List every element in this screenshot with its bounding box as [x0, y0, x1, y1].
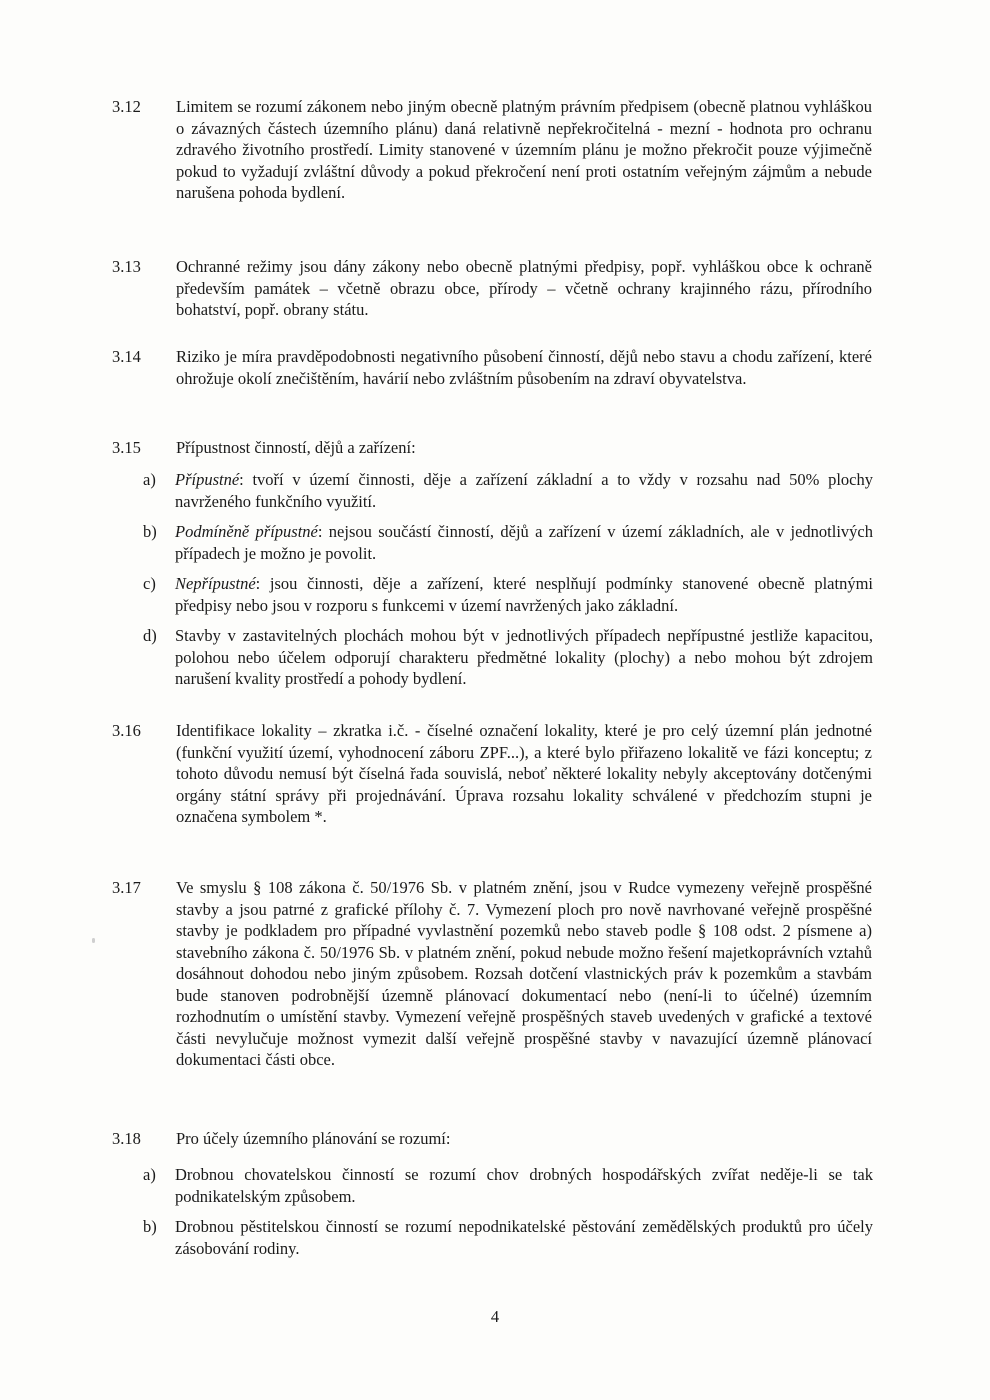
- section-text: Přípustnost činností, dějů a zařízení:: [176, 438, 416, 457]
- section-number: 3.16: [112, 721, 141, 740]
- section-number: 3.18: [112, 1129, 141, 1148]
- item-term: Podmíněně přípustné: [175, 522, 318, 541]
- item-text: Drobnou chovatelskou činností se rozumí chov drobných hospodářských zvířat neděje-li se tak podnikatelským způsobem.: [175, 1165, 873, 1206]
- list-item: [143, 1216, 873, 1259]
- list-item: [143, 521, 873, 564]
- section-3-13: [112, 256, 872, 321]
- scan-speck: [92, 938, 95, 943]
- section-3-17: [112, 877, 872, 1071]
- section-text: Identifikace lokality – zkratka i.č. - číselné označení lokality, které je pro celý územní plán jednotné (funkční využití území, vyhodnocení záboru ZPF...), a které bylo přiřazeno lokalitě ve fázi konceptu; z tohoto důvodu nemusí být číselná řada souvislá, neboť některé lokality nebyly akceptovány dotčenými orgány státní správy při projednávání. Úprava rozsahu lokality schválené v předchozím stupni je označena symbolem *.: [176, 721, 872, 826]
- list-item: [143, 625, 873, 690]
- item-term: Přípustné: [175, 470, 240, 489]
- section-3-12: [112, 96, 872, 204]
- item-letter: d): [143, 626, 157, 645]
- section-number: 3.14: [112, 347, 141, 366]
- list-item: [143, 469, 873, 512]
- section-3-15-items: [143, 469, 873, 699]
- item-letter: b): [143, 522, 157, 541]
- section-text: Ve smyslu § 108 zákona č. 50/1976 Sb. v platném znění, jsou v Rudce vymezeny veřejně prospěšné stavby a jsou patrné z grafické přílohy č. 7. Vymezení ploch pro nově navrhované veřejně prospěšné stavby je podkladem pro případné vyvlastnění pozemků nebo staveb podle § 108 odst. 2 písmene a) stavebního zákona č. 50/1976 Sb. v platném znění, pokud nebude možno řešení majetkoprávních vztahů dosáhnout dohodou nebo jiným způsobem. Rozsah dotčení vlastnických práv k pozemkům a stavbám bude stanoven podrobnější územně plánovací dokumentací nebo (není-li to účelné) územním rozhodnutím o umístění stavby. Vymezení veřejně prospěšných staveb uvedených v grafické a textové části nevylučuje možnost vymezit další veřejně prospěšné stavby v navazující územně plánovací dokumentaci části obce.: [176, 878, 872, 1069]
- item-letter: b): [143, 1217, 157, 1236]
- item-letter: a): [143, 470, 156, 489]
- section-3-18: [112, 1128, 872, 1150]
- section-text: Riziko je míra pravděpodobnosti negativního působení činností, dějů nebo stavu a chodu zařízení, které ohrožuje okolí znečištěním, havárií nebo zvláštním působením na zdraví obyvatelstva.: [176, 347, 872, 388]
- list-item: [143, 1164, 873, 1207]
- item-text: Stavby v zastavitelných plochách mohou být v jednotlivých případech nepřípustné jestliže kapacitou, polohou nebo účelem odporují charakteru předmětné lokality (plochy) a nebo mohou být zdrojem narušení kvality prostředí a pohody bydlení.: [175, 626, 873, 688]
- section-number: 3.12: [112, 97, 141, 116]
- section-number: 3.13: [112, 257, 141, 276]
- page-number: 4: [490, 1307, 500, 1326]
- item-letter: c): [143, 574, 156, 593]
- item-text: : jsou činnosti, děje a zařízení, které nesplňují podmínky stanovené obecně platnými předpisy nebo jsou v rozporu s funkcemi v území navržených jako základní.: [175, 574, 873, 615]
- section-text: Ochranné režimy jsou dány zákony nebo obecně platnými předpisy, popř. vyhláškou obce k ochraně především památek – včetně obrazu obce, přírody – včetně ochrany krajinného rázu, přírodního bohatství, popř. obrany státu.: [176, 257, 872, 319]
- item-letter: a): [143, 1165, 156, 1184]
- section-number: 3.17: [112, 878, 141, 897]
- section-text: Pro účely územního plánování se rozumí:: [176, 1129, 451, 1148]
- item-term: Nepřípustné: [175, 574, 256, 593]
- item-text: : tvoří v území činnosti, děje a zařízení základní a to vždy v rozsahu nad 50% plochy navrženého funkčního využití.: [175, 470, 873, 511]
- item-text: : nejsou součástí činností, dějů a zařízení v území základních, ale v jednotlivých případech je možno je povolit.: [175, 522, 874, 563]
- section-text: Limitem se rozumí zákonem nebo jiným obecně platným právním předpisem (obecně platnou vyhláškou o závazných částech územního plánu) daná relativně nepřekročitelná - mezní - hodnota pro ochranu zdravého životního prostředí. Limity stanovené v územním plánu je možno překročit pouze výjimečně pokud to vyžadují zvláštní důvody a pokud překročení není proti ostatním veřejným zájmům a nebude narušena pohoda bydlení.: [176, 97, 872, 202]
- section-3-15: [112, 437, 872, 459]
- section-3-16: [112, 720, 872, 828]
- item-text: Drobnou pěstitelskou činností se rozumí nepodnikatelské pěstování zemědělských produktů pro účely zásobování rodiny.: [175, 1217, 873, 1258]
- section-number: 3.15: [112, 438, 141, 457]
- list-item: [143, 573, 873, 616]
- section-3-14: [112, 346, 872, 389]
- section-3-18-items: [143, 1164, 873, 1268]
